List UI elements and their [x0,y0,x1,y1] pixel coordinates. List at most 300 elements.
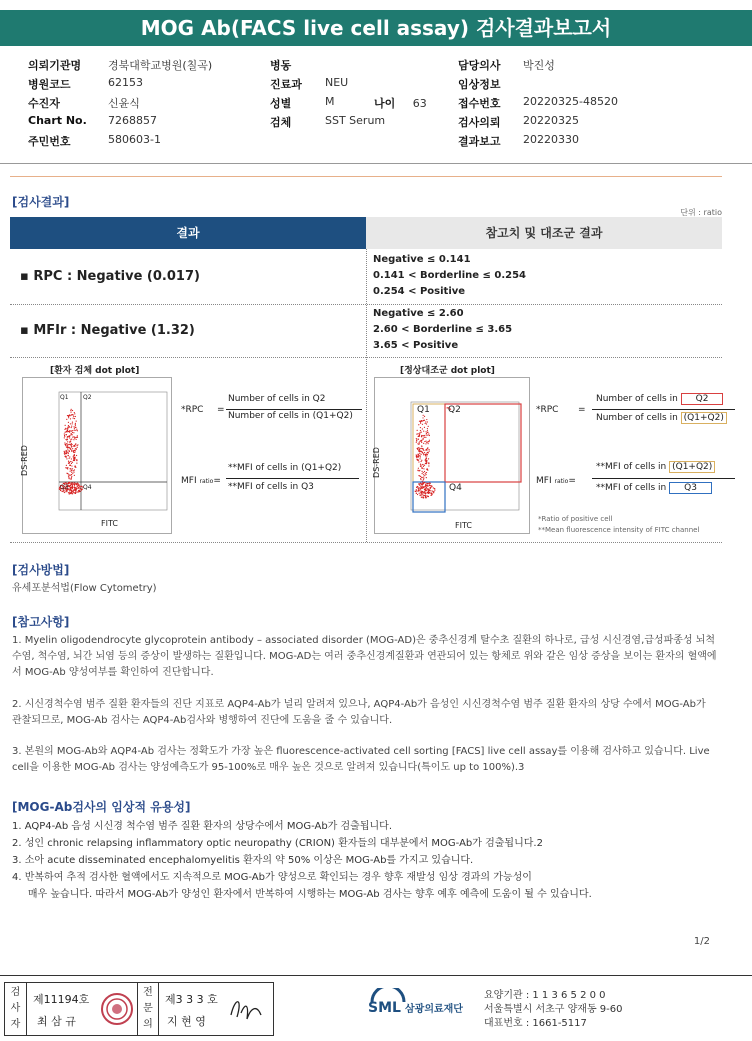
dot [70,487,71,488]
dot [424,452,425,453]
dot [71,451,72,452]
clinical-item-4-cont: 매우 높습니다. 따라서 MOG-Ab가 양성인 환자에서 반복하여 시행하는 MOG-Ab 검사는 향후 예후 예측에 도움이 될 수 있습니다. [12,889,592,900]
dot [417,486,418,487]
specialist-name: 지 현 영 [167,1015,206,1028]
dot [425,443,426,444]
y-axis-label: DS-RED [371,447,381,478]
dot [65,445,66,446]
dot [68,473,69,474]
dot [70,471,71,472]
dot [419,433,420,434]
dot [71,409,72,410]
dot [68,425,69,426]
dot [434,488,435,489]
dot [65,434,66,435]
dot [417,443,418,444]
dot [422,424,423,425]
dot [72,448,73,449]
dot [64,452,65,453]
dot [427,488,428,489]
dot [425,454,426,455]
dot [422,428,423,429]
dot [72,487,73,488]
dot [427,483,428,484]
dot [428,458,429,459]
dot [426,449,427,450]
dot [425,441,426,442]
dot [70,461,71,462]
mfi-numerator: **MFI of cells in (Q1+Q2) [228,463,342,473]
dot [424,435,425,436]
dot [420,479,421,480]
dot [422,496,423,497]
dot [419,487,420,488]
quadrant-q4: Q4 [83,484,92,491]
dot [425,474,426,475]
dot [66,419,67,420]
dot [421,435,422,436]
dot [76,462,77,463]
quadrant-q1: Q1 [417,405,430,415]
dot [426,460,427,461]
dot [417,449,418,450]
dot [424,437,425,438]
dot [65,444,66,445]
dot [428,465,429,466]
dot [78,487,79,488]
dot [67,430,68,431]
dot [67,437,68,438]
header-field-label: 진료과 [270,78,302,91]
dot [66,465,67,466]
inspector-number: 제11194호 [33,993,90,1006]
dot [425,431,426,432]
control-mfi-denominator: **MFI of cells in Q3 [596,483,712,493]
specialist-number: 제3 3 3 호 [165,993,218,1006]
dot [70,475,71,476]
logo-text: SML [368,1000,401,1016]
dot [70,415,71,416]
dot [67,468,68,469]
header-field-value: 신윤식 [108,97,140,110]
specialist-label: 전 문 의 [137,983,159,1035]
y-axis-label: DS-RED [19,445,29,476]
dot [418,461,419,462]
page-number: 1/2 [693,936,710,947]
dot [70,412,71,413]
dot [425,490,426,491]
rpc-result: ▪ RPC : Negative (0.017) [20,269,200,284]
dot [77,447,78,448]
patient-plot-svg [23,378,173,535]
result-section-title: [검사결과] [12,195,70,209]
dot [416,493,417,494]
dot [68,492,69,493]
header-field-value: 580603-1 [108,133,161,146]
dot [66,458,67,459]
header-field-label: 의뢰기관명 [28,59,82,72]
dot [418,453,419,454]
dot [73,439,74,440]
dot [73,460,74,461]
dot [76,459,77,460]
dot [425,463,426,464]
mfi-formula-label: MFI ratio= [181,476,221,486]
dot [420,456,421,457]
header-field-label: 임상정보 [458,78,501,91]
dot [75,483,76,484]
dot [70,434,71,435]
dot [418,424,419,425]
signature-box [4,982,274,1036]
mfir-result: ▪ MFIr : Negative (1.32) [20,323,195,338]
dot [72,462,73,463]
dot [426,435,427,436]
dot [425,493,426,494]
header-field-label: 수진자 [28,97,60,110]
dot [432,494,433,495]
fraction-line [592,409,735,410]
header-field-value: 7268857 [108,114,157,127]
dot [74,466,75,467]
dot [420,488,421,489]
dot [420,491,421,492]
fraction-line [226,478,359,479]
dot [425,437,426,438]
dot [70,444,71,445]
dot [416,490,417,491]
dot [423,472,424,473]
dot [423,468,424,469]
dot [71,414,72,415]
dot [71,426,72,427]
dot [72,473,73,474]
header-field [270,95,335,111]
dot [418,470,419,471]
mfir-reference [373,306,512,354]
dot [423,497,424,498]
dot [416,438,417,439]
dot [64,437,65,438]
dot [77,486,78,487]
dot [73,452,74,453]
dot [73,450,74,451]
dot [426,483,427,484]
dot [77,483,78,484]
dot [419,493,420,494]
dot [416,439,417,440]
dot [418,455,419,456]
dot [419,451,420,452]
dot [426,423,427,424]
dot [416,442,417,443]
dot [426,419,427,420]
dot [419,421,420,422]
quadrant-q2: Q2 [83,394,92,401]
dot [418,456,419,457]
dot [420,430,421,431]
dot [74,430,75,431]
dot [422,420,423,421]
dot [416,489,417,490]
dot [421,492,422,493]
dot [71,444,72,445]
dot [417,448,418,449]
dot [420,448,421,449]
dot [433,491,434,492]
dot [77,435,78,436]
dot [419,448,420,449]
dot [75,491,76,492]
dot [429,441,430,442]
reference-line: 3.65 < Positive [373,340,459,351]
dot [64,433,65,434]
control-plot-svg [375,378,531,535]
dot [74,486,75,487]
report-footer [0,975,752,1041]
dot [69,493,70,494]
dot [71,478,72,479]
dot [65,432,66,433]
header-field-value: 박진성 [523,59,555,72]
dot [74,428,75,429]
dot [67,467,68,468]
dot [421,442,422,443]
dot [426,497,427,498]
dot [74,413,75,414]
address: 서울특별시 서초구 양재동 9-60 [484,1004,623,1015]
dot [430,485,431,486]
dot [74,469,75,470]
dot [70,468,71,469]
dot [421,445,422,446]
dot [69,488,70,489]
dot [427,421,428,422]
dot [73,470,74,471]
dot [72,437,73,438]
dot [419,470,420,471]
dot [426,472,427,473]
dot [432,491,433,492]
dot [73,426,74,427]
dot [80,488,81,489]
dot [70,449,71,450]
dot [426,458,427,459]
header-field-label: 검체 [270,116,292,129]
header-field-value: M [325,95,335,108]
dot [421,483,422,484]
header-field [270,76,349,92]
patient-info-header [0,55,752,165]
control-mfi-numerator: **MFI of cells in (Q1+Q2) [596,462,715,472]
dot [426,453,427,454]
header-field [458,95,618,111]
dot [71,482,72,483]
dot [73,484,74,485]
control-rpc-numerator: Number of cells in Q2 [596,394,723,404]
dot [424,471,425,472]
dot [71,443,72,444]
dot [423,420,424,421]
dot [66,452,67,453]
dot [430,495,431,496]
dot [424,416,425,417]
age-label: 나이 [374,97,396,110]
report-title: MOG Ab(FACS live cell assay) 검사결과보고서 [0,10,752,46]
dot [69,462,70,463]
x-axis-label: FITC [455,521,472,530]
dot [418,475,419,476]
dot [426,461,427,462]
dot [419,458,420,459]
patient-dot-plot [19,377,172,534]
unit-label: 단위 : ratio [680,208,722,217]
dot [72,423,73,424]
dot [68,477,69,478]
dot [421,436,422,437]
dot [71,493,72,494]
dot [76,455,77,456]
dot [71,465,72,466]
method-text: 유세포분석법(Flow Cytometry) [12,583,157,594]
dot [423,431,424,432]
clinical-section-title: [MOG-Ab검사의 임상적 유용성] [12,800,191,814]
dot [68,463,69,464]
dot [67,427,68,428]
dot [64,435,65,436]
rpc-formula-label: *RPC [181,405,204,415]
dot [73,436,74,437]
dot [74,412,75,413]
dot [423,476,424,477]
dot [427,435,428,436]
dot [77,437,78,438]
clinical-item-4: 4. 반복하여 추적 검사한 혈액에서도 지속적으로 MOG-Ab가 양성으로 확인되는 경우 향후 재발성 임상 경과의 가능성이 [12,872,532,883]
header-field [458,57,555,73]
dot [75,489,76,490]
dot [429,492,430,493]
dot [429,489,430,490]
dot [428,496,429,497]
dot [67,449,68,450]
dot [76,429,77,430]
dot [74,490,75,491]
dot [422,448,423,449]
dot [425,421,426,422]
dot [74,455,75,456]
dot [424,489,425,490]
dot [67,428,68,429]
plot-bottom-divider [10,542,722,543]
dot [422,439,423,440]
dot [423,449,424,450]
dot [417,460,418,461]
dot [419,449,420,450]
reference-line: Negative ≤ 0.141 [373,254,471,265]
dot [421,494,422,495]
institution-code: 요양기관 : 1 1 3 6 5 2 0 0 [484,990,606,1001]
dot [69,415,70,416]
dot [416,455,417,456]
dot [428,449,429,450]
dot [422,464,423,465]
header-divider [0,163,752,164]
dot [418,483,419,484]
dot [425,473,426,474]
dot [64,429,65,430]
dot [425,488,426,489]
control-dot-plot [371,377,530,534]
dot [68,444,69,445]
dot [427,495,428,496]
dot [425,484,426,485]
dot [419,443,420,444]
dot [73,491,74,492]
dot [427,492,428,493]
mfi-formula-label: MFI ratio= [536,476,576,486]
dot [70,410,71,411]
control-rpc-denominator: Number of cells in (Q1+Q2) [596,413,727,423]
dot [422,477,423,478]
dot [69,432,70,433]
dot [75,492,76,493]
dot [421,471,422,472]
header-field [28,57,213,73]
dot [71,438,72,439]
dot [423,466,424,467]
dot [73,432,74,433]
dot [418,490,419,491]
dot [426,455,427,456]
dot [424,475,425,476]
dot [427,430,428,431]
inspector-name: 최 삼 규 [37,1015,76,1028]
header-field-label: 검사의뢰 [458,116,501,129]
dot [80,491,81,492]
dot [71,427,72,428]
dot [76,421,77,422]
clinical-item-3: 3. 소아 acute disseminated encephalomyelitis 환자의 약 50% 이상은 MOG-Ab를 가지고 있습니다. [12,855,474,866]
age-field [374,95,427,111]
dot [423,487,424,488]
dot [76,448,77,449]
dot [77,444,78,445]
dot [64,442,65,443]
header-field [270,114,386,130]
dot [418,436,419,437]
dot [73,492,74,493]
dot [77,484,78,485]
dot [420,427,421,428]
dot [430,490,431,491]
dot [69,451,70,452]
dot [75,416,76,417]
dot [74,475,75,476]
dot [417,430,418,431]
dot [71,463,72,464]
dot [419,442,420,443]
dot [75,424,76,425]
reference-line: 0.254 < Positive [373,286,466,297]
dot [423,474,424,475]
footnote-rpc: *Ratio of positive cell [538,515,613,523]
dot [74,459,75,460]
dot [423,492,424,493]
dot [420,466,421,467]
dot [71,470,72,471]
dot [63,491,64,492]
dot [69,458,70,459]
